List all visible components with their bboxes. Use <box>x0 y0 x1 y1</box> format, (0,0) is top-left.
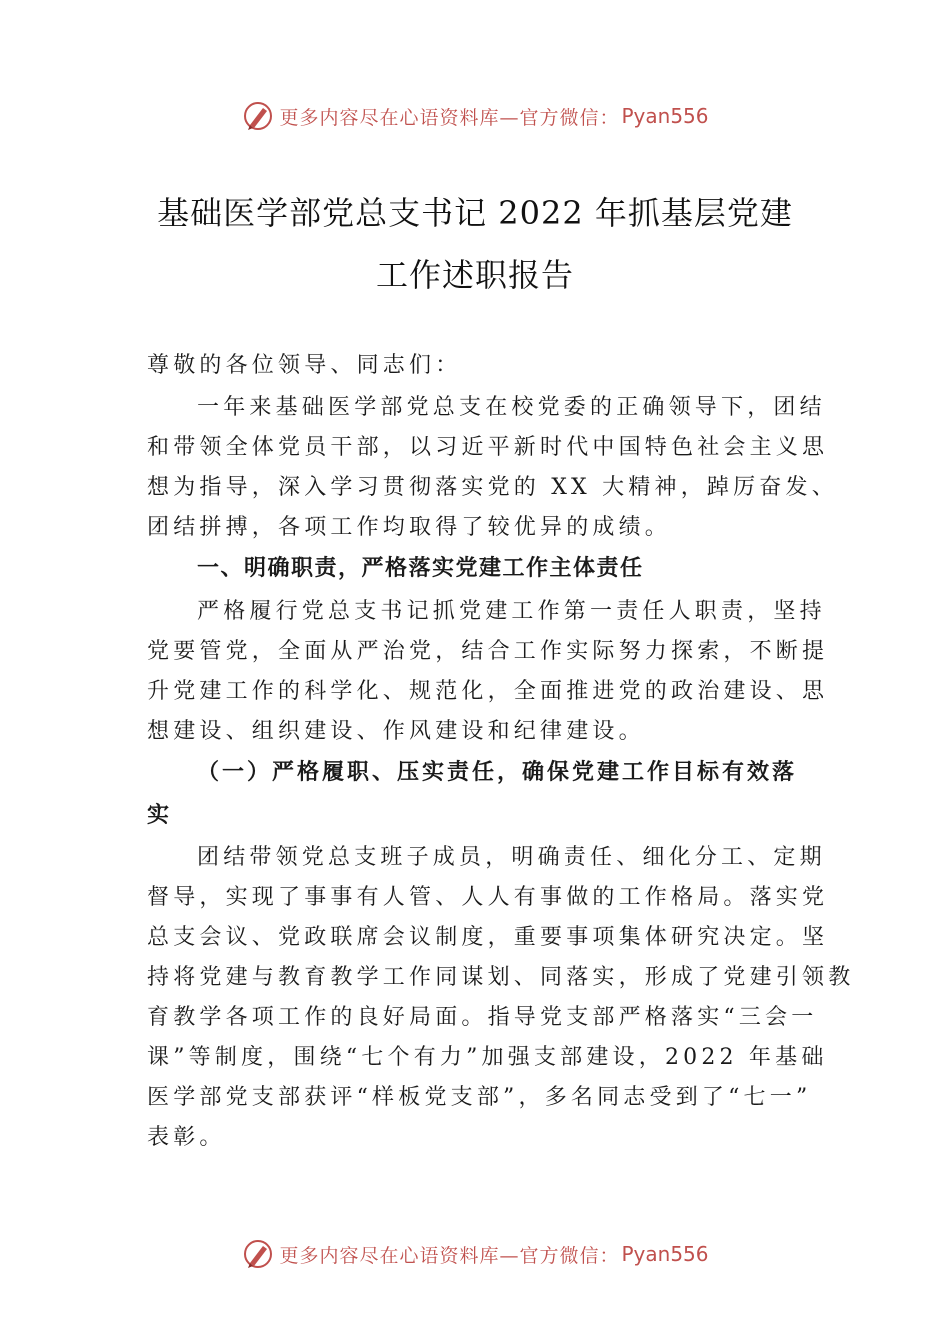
intro-line: 团结拼搏，各项工作均取得了较优异的成绩。 <box>147 515 672 540</box>
pen-logo-icon <box>241 1237 275 1271</box>
para2-line: 医学部党支部获评“样板党支部”，多名同志受到了“七一” <box>147 1085 812 1110</box>
para2-line: 总支会议、党政联席会议制度，重要事项集体研究决定。坚 <box>147 925 829 950</box>
section-heading-1: 一、明确职责，严格落实党建工作主体责任 <box>197 556 644 581</box>
para1-line: 严格履行党总支书记抓党建工作第一责任人职责，坚持 <box>197 599 826 624</box>
watermark-banner-bottom <box>0 1234 950 1274</box>
subsection-heading-1: （一）严格履职、压实责任，确保党建工作目标有效落 <box>197 759 798 785</box>
watermark-text: 更多内容尽在心语资料库—官方微信： <box>279 1244 620 1267</box>
salutation: 尊敬的各位领导、同志们： <box>147 353 462 378</box>
para1-line: 想建设、组织建设、作风建设和纪律建设。 <box>147 719 645 744</box>
subsection-heading-1-cont: 实 <box>147 802 173 828</box>
para1-line: 党要管党，全面从严治党，结合工作实际努力探索，不断提 <box>147 639 829 664</box>
para2-line: 团结带领党总支班子成员，明确责任、细化分工、定期 <box>197 845 826 870</box>
intro-line: 一年来基础医学部党总支在校党委的正确领导下，团结 <box>197 395 826 420</box>
watermark-banner-top <box>0 96 950 136</box>
para2-line: 表彰。 <box>147 1125 226 1150</box>
intro-line: 想为指导，深入学习贯彻落实党的 XX 大精神，踔厉奋发、 <box>147 475 838 500</box>
para2-line: 课”等制度，围绕“七个有力”加强支部建设，2022 年基础 <box>147 1045 828 1070</box>
document-title-line-2: 工作述职报告 <box>375 256 574 294</box>
watermark-text: 更多内容尽在心语资料库—官方微信： <box>279 106 620 129</box>
para2-line: 持将党建与教育教学工作同谋划、同落实，形成了党建引领教 <box>147 965 855 990</box>
pen-logo-icon <box>241 99 275 133</box>
document-title-line-1: 基础医学部党总支书记 2022 年抓基层党建 <box>157 194 793 232</box>
watermark-wechat-id: Pyan556 <box>621 1242 709 1266</box>
para1-line: 升党建工作的科学化、规范化，全面推进党的政治建设、思 <box>147 679 829 704</box>
para2-line: 督导，实现了事事有人管、人人有事做的工作格局。落实党 <box>147 885 829 910</box>
intro-line: 和带领全体党员干部，以习近平新时代中国特色社会主义思 <box>147 435 829 460</box>
watermark-wechat-id: Pyan556 <box>621 104 709 128</box>
para2-line: 育教学各项工作的良好局面。指导党支部严格落实“三会一 <box>147 1005 818 1030</box>
